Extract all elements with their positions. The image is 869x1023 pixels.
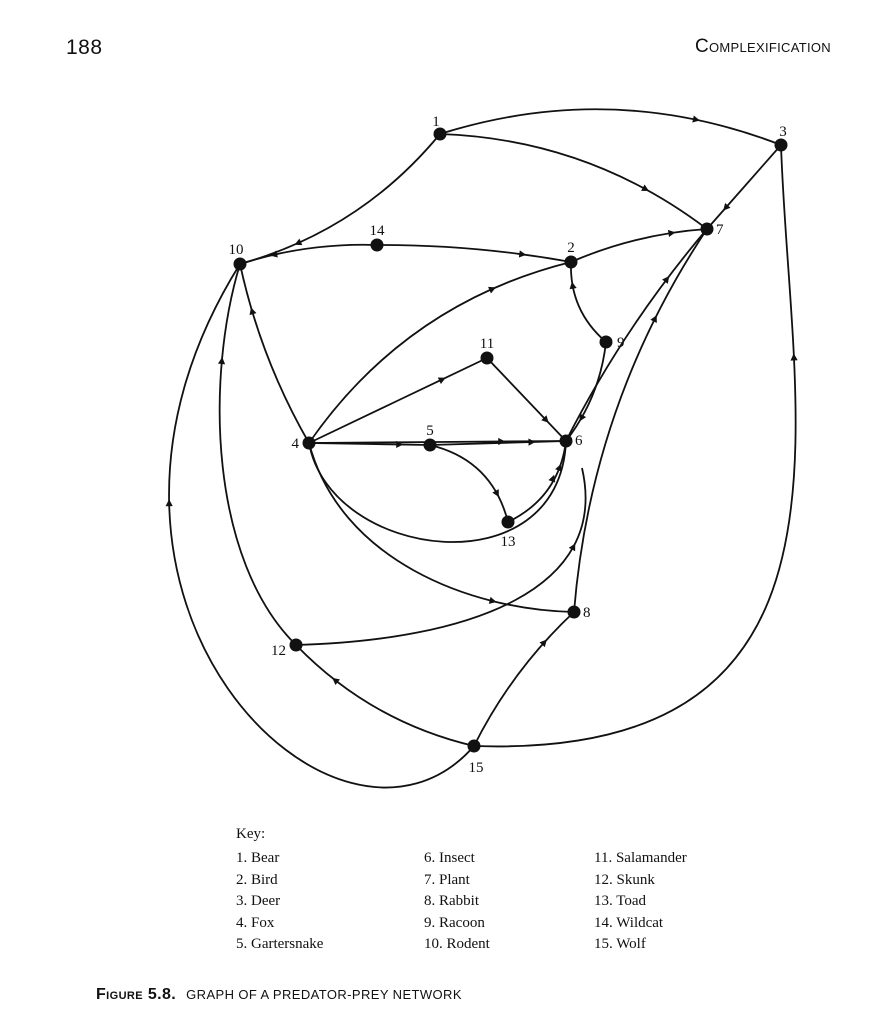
- node-label-1: 1: [432, 114, 440, 130]
- edge-1-to-7: [440, 134, 707, 229]
- node-10: [234, 258, 247, 271]
- key-item: 2. Bird: [236, 871, 278, 888]
- edge-14-to-2: [377, 245, 571, 262]
- figure-title: GRAPH OF A PREDATOR-PREY NETWORK: [186, 987, 462, 1002]
- node-5: [424, 439, 437, 452]
- edge-15-to-10: [169, 264, 474, 788]
- key-item: 1. Bear: [236, 850, 280, 866]
- key-item: 4. Fox: [236, 914, 275, 931]
- edge-4-to-8: [309, 443, 574, 612]
- edge-5-to-13: [430, 445, 508, 522]
- edge-3-to-7: [707, 145, 781, 229]
- running-head: Complexification: [694, 36, 831, 57]
- edge-arrowhead: [692, 116, 700, 123]
- edge-arrowhead: [166, 499, 173, 506]
- edge-arrowhead: [498, 438, 505, 445]
- edge-arrowhead: [489, 597, 497, 604]
- key-item: 7. Plant: [424, 871, 470, 888]
- edge-4-to-6-loop: [309, 441, 566, 542]
- key-column-3: [594, 848, 687, 956]
- edge-8-to-7: [574, 229, 707, 612]
- key-item: 9. Racoon: [424, 914, 485, 931]
- edge-arrowhead: [791, 353, 798, 360]
- edge-14-to-10: [240, 245, 377, 264]
- node-6: [560, 435, 573, 448]
- edge-11-to-6: [487, 358, 566, 441]
- node-3: [775, 139, 788, 152]
- page-number: 188: [66, 36, 103, 59]
- node-9: [600, 336, 613, 349]
- figure-number: Figure 5.8.: [96, 986, 177, 1003]
- edge-15-to-12: [296, 645, 474, 746]
- node-4: [303, 437, 316, 450]
- key-item: 8. Rabbit: [424, 893, 479, 909]
- node-label-9: 9: [617, 335, 625, 351]
- key-column-1: [236, 848, 323, 956]
- key-item: 11. Salamander: [594, 850, 687, 866]
- edge-15-to-8: [474, 612, 574, 746]
- node-15: [468, 740, 481, 753]
- node-14: [371, 239, 384, 252]
- key-item: 3. Deer: [236, 893, 281, 909]
- node-label-7: 7: [716, 222, 724, 238]
- node-label-8: 8: [583, 605, 591, 621]
- edge-arrowhead: [218, 357, 225, 364]
- node-7: [701, 223, 714, 236]
- key-title: Key:: [236, 826, 266, 842]
- node-label-12: 12: [271, 643, 286, 659]
- node-2: [565, 256, 578, 269]
- key-item: 6. Insect: [424, 850, 475, 866]
- edge-9-to-6: [566, 342, 606, 441]
- edge-1-to-3: [440, 109, 781, 145]
- key-column-2: [424, 848, 490, 956]
- node-label-11: 11: [479, 336, 495, 352]
- graph-edges: [166, 109, 798, 787]
- node-label-4: 4: [291, 436, 299, 452]
- node-12: [290, 639, 303, 652]
- key-item: 13. Toad: [594, 893, 647, 909]
- edge-4-to-10: [240, 264, 309, 443]
- node-label-6: 6: [575, 433, 583, 449]
- node-label-10: 10: [228, 242, 244, 258]
- edge-12-to-6: [296, 468, 586, 645]
- edge-4-to-2: [309, 262, 571, 443]
- node-label-2: 2: [567, 240, 575, 256]
- graph-nodes: [229, 114, 788, 776]
- edge-arrowhead: [570, 282, 577, 290]
- key-item: 12. Skunk: [594, 871, 655, 888]
- edge-2-to-7: [571, 229, 707, 262]
- edge-4-to-11: [309, 358, 487, 443]
- edge-12-to-10: [220, 264, 296, 645]
- node-label-13: 13: [500, 534, 516, 550]
- node-label-3: 3: [779, 124, 787, 140]
- node-13: [502, 516, 515, 529]
- node-label-14: 14: [369, 223, 385, 239]
- figure-caption: [96, 986, 462, 1004]
- edge-15-to-3: [474, 145, 796, 746]
- node-8: [568, 606, 581, 619]
- edge-arrowhead: [528, 439, 535, 446]
- key-item: 10. Rodent: [424, 936, 490, 952]
- edge-arrowhead: [548, 475, 555, 483]
- node-11: [481, 352, 494, 365]
- key-item: 15. Wolf: [594, 936, 646, 952]
- node-label-5: 5: [426, 423, 434, 439]
- edge-9-to-2: [571, 262, 606, 342]
- key-item: 5. Gartersnake: [236, 936, 324, 952]
- key-item: 14. Wildcat: [594, 914, 664, 931]
- node-label-15: 15: [468, 760, 484, 776]
